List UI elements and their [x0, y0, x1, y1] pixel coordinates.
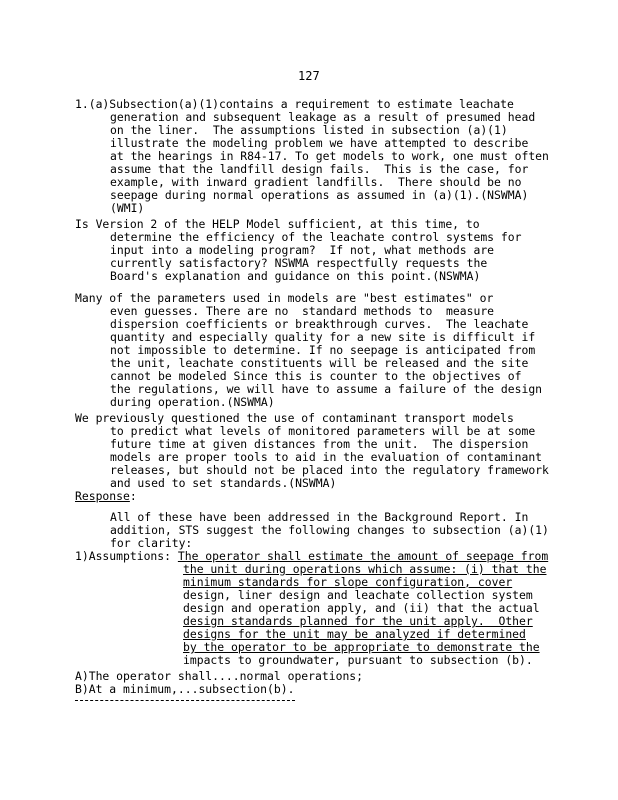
assumption-text: impacts to groundwater, pursuant to subsection (b).	[183, 653, 533, 667]
text-line: and used to set standards.(NSWMA)	[110, 476, 337, 490]
text-line: Board's explanation and guidance on this point.(NSWMA)	[110, 269, 481, 283]
text-line: during operation.(NSWMA)	[110, 395, 275, 409]
text-line: addition, STS suggest the following changes to subsection (a)(1)	[110, 523, 549, 537]
text-line: cannot be modeled Since this is counter to the objectives of	[110, 369, 522, 383]
text-line: Is Version 2 of the HELP Model sufficient, at this time, to	[75, 217, 480, 231]
assumption-text: design and operation apply, and (ii) that the actual	[183, 601, 540, 615]
text-line: the regulations, we will have to assume a failure of the design	[110, 382, 543, 396]
text-line: at the hearings in R84-17. To get models to work, one must often	[110, 149, 549, 163]
assumption-text: design standards planned for the unit apply. Other	[183, 614, 533, 628]
text-line: 1.(a)Subsection(a)(1)contains a requirement to estimate leachate	[75, 97, 514, 111]
text-line: Many of the parameters used in models are "best estimates" or	[75, 291, 494, 305]
text-line: on the liner. The assumptions listed in subsection (a)(1)	[110, 123, 508, 137]
assumption-text: the unit during operations which assume: (i) that the	[183, 562, 547, 576]
text-line: assume that the landfill design fails. This is the case, for	[110, 162, 529, 176]
amendment-lines	[75, 670, 555, 696]
assumption-text: designs for the unit may be analyzed if determined	[183, 627, 526, 641]
text-line: dispersion coefficients or breakthrough curves. The leachate	[110, 317, 529, 331]
text-line: quantity and especially quality for a new site is difficult if	[110, 330, 536, 344]
text-line: We previously questioned the use of contaminant transport models	[75, 411, 514, 425]
text-line: (WMI)	[110, 201, 145, 215]
text-line: seepage during normal operations as assumed in (a)(1).(NSWMA)	[110, 188, 529, 202]
text-line: the unit, leachate constituents will be released and the site	[110, 356, 529, 370]
comment-paragraph-2	[75, 218, 555, 283]
assumption-text: minimum standards for slope configuration, cover	[183, 575, 513, 589]
comment-paragraph-3	[75, 292, 555, 409]
assumption-label: 1)Assumptions:	[75, 549, 178, 563]
text-line: even guesses. There are no standard methods to measure	[110, 304, 495, 318]
comment-paragraph-4	[75, 412, 555, 503]
response-heading	[75, 490, 555, 503]
text-line: illustrate the modeling problem we have attempted to describe	[110, 136, 529, 150]
page-number: 127	[298, 69, 320, 83]
amendment-b: B)At a minimum,...subsection(b).	[75, 682, 295, 696]
assumption-text: The operator shall estimate the amount of seepage from	[177, 549, 549, 563]
comment-paragraph-1	[75, 98, 555, 215]
response-paragraph	[75, 511, 555, 667]
text-line: models are proper tools to aid in the evaluation of contaminant	[110, 450, 543, 464]
text-line: generation and subsequent leakage as a result of presumed head	[110, 110, 536, 124]
amendment-a: A)The operator shall....normal operations;	[75, 669, 364, 683]
text-line: currently satisfactory? NSWMA respectfully requests the	[110, 256, 488, 270]
text-line: to predict what levels of monitored parameters will be at some	[110, 424, 536, 438]
text-line: not impossible to determine. If no seepage is anticipated from	[110, 343, 536, 357]
text-line: example, with inward gradient landfills. There should be no	[110, 175, 522, 189]
separator-line	[75, 700, 295, 701]
response-label: Response	[75, 489, 130, 503]
text-line: determine the efficiency of the leachate control systems for	[110, 230, 522, 244]
assumption-text: design, liner design and leachate collection system	[183, 588, 533, 602]
assumption-text: by the operator to be appropriate to demonstrate the	[183, 640, 540, 654]
response-colon: :	[129, 489, 137, 503]
text-line: for clarity:	[110, 536, 193, 550]
text-line: input into a modeling program? If not, what methods are	[110, 243, 495, 257]
text-line: All of these have been addressed in the Background Report. In	[110, 510, 529, 524]
text-line: releases, but should not be placed into the regulatory framework	[110, 463, 549, 477]
text-line: future time at given distances from the unit. The dispersion	[110, 437, 529, 451]
